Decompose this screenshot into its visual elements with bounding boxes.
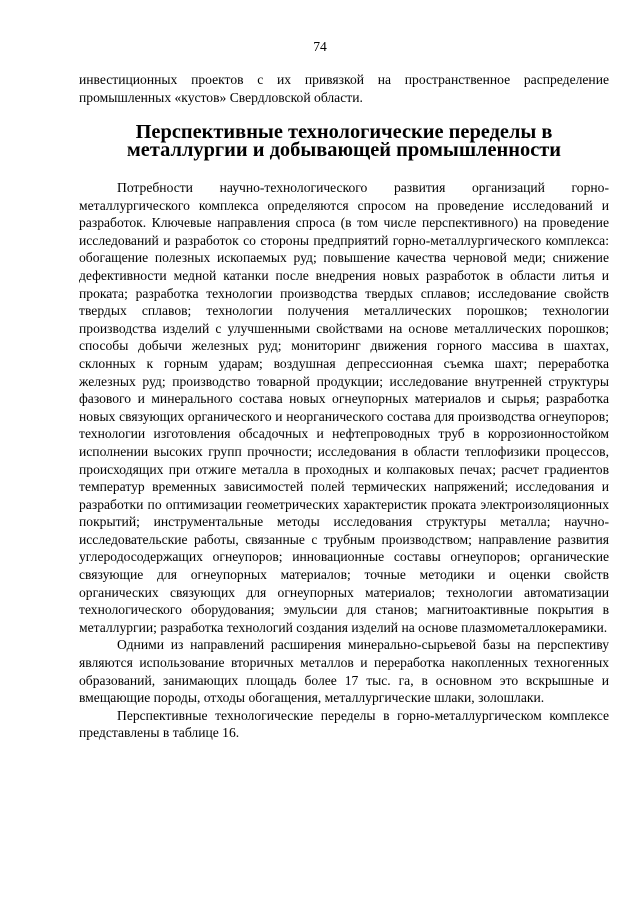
page-number: 74 (313, 39, 327, 54)
paragraph-table-reference: Перспективные технологические переделы в горно-металлургическом комплексе представлены в таблице 16. (79, 707, 609, 741)
body-text (79, 179, 609, 742)
section-heading: Перспективные технологические переделы в металлургии и добывающей промышленности (126, 121, 562, 161)
paragraph-demand-directions: Потребности научно-технологического развития организаций горно-металлургического комплекса определяются спросом на проведение исследований и разработок. Ключевые направления спроса (в том числе перспективного) на проведение исследований и разработок со стороны предприятий горно-металлургического комплекса: обогащение полезных ископаемых руд; повышение качества черновой меди; снижение дефективности медной катанки после внедрения новых разработок в области литья и проката; разработка технологии производства твердых сплавов; исследование свойств твердых сплавов; технологии получения металлических порошков; технологии производства изделий с улучшенными свойствами на основе металлических порошков; способы добычи железных руд; мониторинг движения горного массива в шахтах, склонных к горным ударам; воздушная депрессионная съемка шахт; переработка железных руд; производство товарной продукции; исследование внутренней структуры фазового и минерального состава новых огнеупорных материалов и сырья; разработка новых связующих органического и неорганического состава для производства огнеупоров; технологии изготовления обсадочных и нефтепроводных труб в коррозионностойком исполнении высоких групп прочности; исследования в области теплофизики процессов, происходящих при отжиге металла в проходных и колпаковых печах; расчет градиентов температур временных зависимостей полей термических напряжений; исследования и разработки по оптимизации геометрических характеристик проката электроизоляционных покрытий; инструментальные методы исследования структуры металла; научно-исследовательские работы, связанные с трубным производством; направление развития углеродосодержащих огнеупоров; инновационные составы огнеупоров; органические связующие для огнеупорных материалов; точные методики и оценки свойств органических связующих для огнеупорных материалов; технологии автоматизации технологического оборудования; эмульсии для станов; магнитоактивные покрытия в металлургии; разработка технологий создания изделий на основе плазмометаллокерамики. (79, 180, 609, 635)
intro-text (79, 71, 609, 106)
paragraph-mineral-base: Одними из направлений расширения минерально-сырьевой базы на перспективу являются использование вторичных металлов и переработка накопленных техногенных образований, занимающих площадь более 17 тыс. га, в основном это вскрышные и вмещающие породы, отходы обогащения, металлургические шлаки, золошлаки. (79, 637, 609, 706)
intro-paragraph: инвестиционных проектов с их привязкой на пространственное распределение промышленных «кустов» Свердловской области. (79, 72, 609, 105)
